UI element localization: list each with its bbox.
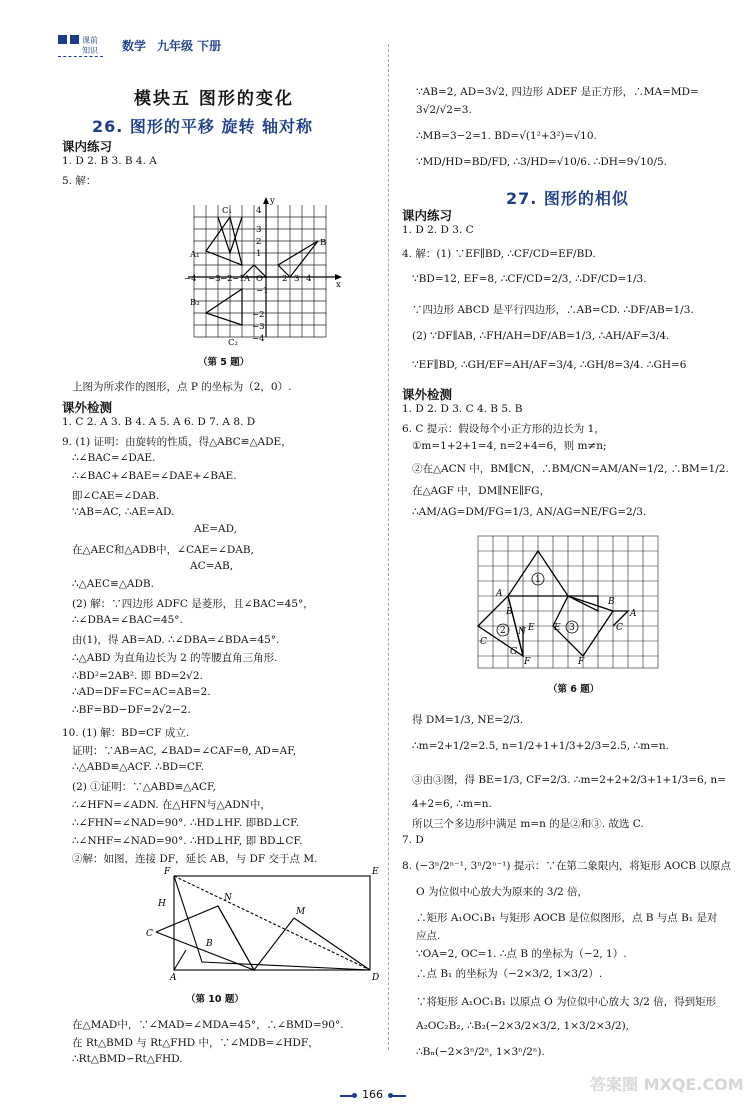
section-title-26: 26. 图形的平移 旋转 轴对称 [92,117,314,136]
q9-line: ∴BD²=2AB². 即 BD=2√2. [72,670,203,682]
q6-line: ∴m=2+1/2=2.5, n=1/2+1+1/3+2/3=2.5, ∴m=n. [412,740,670,752]
svg-text:D: D [372,973,380,981]
q9-line: ∴△AEC≌△ADB. [72,578,154,590]
q9-line: 在△AEC和△ADB中，∠CAE=∠DAB, [72,544,254,556]
header-rule [58,56,103,57]
svg-text:H: H [158,899,166,909]
top-line: ∵AB=2, AD=3√2, 四边形 ADEF 是正方形，∴MA=MD= [416,86,699,98]
q6-line: 4+2=6, ∴m=n. [412,798,492,810]
q8-line: ∵将矩形 A₁OC₁B₁ 以原点 O 为位似中心放大 3/2 倍，得到矩形 [416,996,717,1008]
q8-line: O 为位似中心放大为原来的 3/2 倍， [416,886,589,898]
q9-line: (2) 解：∵四边形 ADFC 是菱形，且∠BAC=45°， [72,598,314,610]
figure-6-grid [476,534,666,672]
q8-line: 应点. [416,930,441,942]
q9-line: AC=AB, [190,560,234,572]
svg-text:3: 3 [569,623,575,633]
q9-line: ∴∠DBA=∠BAC=45°. [72,614,183,626]
q10-line: 在△MAD中，∵∠MAD=∠MDA=45°，∴∠BMD=90°. [72,1019,344,1031]
svg-text:1: 1 [535,575,541,585]
q4-line: 4. 解：(1) ∵EF∥BD, ∴CF/CD=EF/BD. [402,248,596,260]
figure-5-caption: （第 5 题） [198,357,250,368]
svg-text:O: O [256,274,263,284]
outside-check-heading: 课外检测 [62,400,113,415]
q10-line: ∴∠NHF=∠NAD=90°. ∴HD⊥HF, 即 BD⊥CF. [72,835,303,847]
grade-label: 九年级 下册 [157,39,222,53]
svg-text:B₂: B₂ [190,298,200,308]
svg-text:−3: −3 [252,322,265,332]
q10-line: (2) ①证明：∵△ABD≌△ACF, [72,781,216,793]
q10-line: ∴∠FHN=∠NAD=90°. ∴HD⊥HF. 即BD⊥CF. [72,817,300,829]
page-footer [340,1090,420,1102]
svg-text:4: 4 [256,206,262,216]
svg-text:G: G [510,647,518,657]
q9-line: ∴△ABD 为直角边长为 2 的等腰直角三角形. [72,652,278,664]
answers-line: 1. C 2. A 3. B 4. A 5. A 6. D 7. A 8. D [62,416,256,428]
svg-text:−1: −1 [256,286,269,296]
svg-text:2: 2 [500,626,506,636]
svg-text:B: B [320,238,327,248]
module-title: 模块五 图形的变化 [134,89,294,109]
column-divider [388,44,389,1050]
answers-line: 1. D 2. B 3. B 4. A [62,155,157,167]
svg-text:C: C [480,637,487,647]
svg-text:4: 4 [306,274,312,284]
logo-text: 课前 [82,36,98,45]
svg-text:A: A [244,274,251,284]
question-label: 5. 解： [62,175,97,187]
svg-text:−1: −1 [232,274,245,284]
q6-line: ②在△ACN 中，BM∥CN，∴BM/CN=AM/AN=1/2, ∴BM=1/2. [412,463,729,475]
svg-text:E: E [372,867,379,877]
svg-text:3: 3 [294,274,300,284]
q10-line: ∴∠HFN=∠ADN. 在△HFN与△ADN中， [72,799,271,811]
q6-line: 在△AGF 中，DM∥NE∥FG， [412,485,551,497]
svg-text:C: C [616,623,623,633]
q6-line: 6. C 提示：假设每个小正方形的边长为 1， [402,423,605,435]
svg-text:−4: −4 [184,274,197,284]
figure-5-grid [148,195,348,345]
svg-text:A: A [170,973,177,981]
svg-text:A₁: A₁ [190,250,200,260]
q9-line: AE=AD, [194,523,238,535]
q9-line: 即∠CAE=∠DAB. [72,490,160,502]
svg-text:F: F [578,657,585,667]
figure-6-caption: （第 6 题） [548,684,600,695]
q6-line: ③由③图，得 BE=1/3, CF=2/3. ∴m=2+2+2/3+1+1/3=6, n= [412,774,726,786]
q10-line: 10. (1) 解：BD=CF 成立. [62,727,190,739]
q9-line: 9. (1) 证明：由旋转的性质，得△ABC≌△ADE， [62,436,292,448]
svg-text:E: E [528,623,535,633]
svg-text:M: M [296,907,306,917]
figure-5-description: 上图为所求作的图形，点 P 的坐标为（2，0）. [72,381,292,393]
q4-line: ∵EF∥BD, ∴GH/EF=AH/AF=3/4, ∴GH/8=3/4. ∴GH=6 [412,359,687,371]
logo-square-icon [70,35,79,44]
q6-line: 所以三个多边形中满足 m=n 的是②和③. 故选 C. [412,818,644,830]
q8-line: 8. (−3ⁿ/2ⁿ⁻¹, 3ⁿ/2ⁿ⁻¹) 提示：∵在第二象限内，将矩形 AOCB 以原点 [402,860,731,872]
svg-text:A: A [496,589,503,599]
svg-text:F: F [524,657,531,667]
q9-line: ∴BF=BD−DF=2√2−2. [72,704,191,716]
svg-text:−2: −2 [252,310,265,320]
logo-square-icon [58,35,67,44]
section-title-27: 27. 图形的相似 [506,189,629,208]
answers-line: 1. D 2. D 3. C [402,224,474,236]
svg-text:−2: −2 [220,274,233,284]
q9-line: ∵AB=AC, ∴AE=AD. [72,506,175,518]
outside-check-heading: 课外检测 [402,387,453,402]
page-number: 166 [362,1088,383,1101]
figure-10-diagram [146,866,386,981]
q9-line: 由(1)，得 AB=AD. ∴∠DBA=∠BDA=45°. [72,634,280,646]
svg-text:−4: −4 [252,334,265,344]
svg-text:−3: −3 [208,274,221,284]
svg-text:1: 1 [256,249,262,259]
q6-line: 得 DM=1/3, NE=2/3. [412,714,524,726]
top-line: ∴MB=3−2=1. BD=√(1²+3²)=√10. [416,130,597,142]
subject-label: 数学 [122,39,147,53]
q4-line: (2) ∵DF∥AB, ∴FH/AH=DF/AB=1/3, ∴AH/AF=3/4. [412,330,670,342]
svg-text:A: A [630,609,637,619]
figure-10-caption: （第 10 题） [186,994,244,1005]
svg-text:F: F [164,867,171,877]
q9-line: ∴AD=DF=FC=AC=AB=2. [72,686,211,698]
q9-line: ∴∠BAC+∠BAE=∠DAE+∠BAE. [72,470,237,482]
svg-text:C₂: C₂ [228,338,238,345]
watermark: 答案圈 MXQE.COM [590,1075,744,1094]
top-line: 3√2/√2=3. [416,104,472,116]
svg-text:E: E [554,623,561,633]
q10-line: ∴Rt△BMD∽Rt△FHD. [72,1053,183,1065]
q4-line: ∵BD=12, EF=8, ∴CF/CD=2/3, ∴DF/CD=1/3. [412,273,647,285]
svg-text:2: 2 [256,237,262,247]
svg-text:2: 2 [282,274,288,284]
q8-line: A₂OC₂B₂, ∴B₂(−2×3/2×3/2, 1×3/2×3/2), [416,1020,629,1032]
q8-line: ∴点 B₁ 的坐标为（−2×3/2, 1×3/2）. [416,968,603,980]
svg-text:C: C [146,929,153,939]
footer-line-icon [392,1095,406,1097]
svg-text:B: B [608,597,615,607]
svg-text:B: B [506,607,513,617]
top-line: ∵MD/HD=BD/FD, ∴3/HD=√10/6. ∴DH=9√10/5. [416,156,667,168]
q10-line: ②解：如图，连接 DF，延长 AB，与 DF 交于点 M. [72,853,318,865]
q7-line: 7. D [402,834,424,846]
svg-text:N: N [518,627,526,637]
q10-line: ∴△ABD≌△ACF. ∴BD=CF. [72,761,204,773]
q6-line: ①m=1+2+1=4, n=2+4=6，则 m≠n; [412,440,607,452]
q10-line: 在 Rt△BMD 与 Rt△FHD 中，∵∠MDB=∠HDF， [72,1037,319,1049]
class-practice-heading: 课内练习 [402,208,453,223]
answers-line: 1. D 2. D 3. C 4. B 5. B [402,403,523,415]
class-practice-heading: 课内练习 [62,139,113,154]
svg-text:x: x [336,280,341,290]
q9-line: ∴∠BAC=∠DAE. [72,452,156,464]
svg-text:N: N [224,893,232,903]
q4-line: ∵四边形 ABCD 是平行四边形，∴AB=CD. ∴DF/AB=1/3. [412,304,694,316]
q8-line: ∴Bₙ(−2×3ⁿ/2ⁿ, 1×3ⁿ/2ⁿ). [416,1046,545,1058]
svg-text:3: 3 [256,225,262,235]
q8-line: ∵OA=2, OC=1. ∴点 B 的坐标为（−2, 1）. [416,948,627,960]
footer-dot-icon [352,1093,357,1098]
svg-text:C₁: C₁ [222,206,232,216]
q6-line: ∴AM/AG=DM/FG=1/3, AN/AG=NE/FG=2/3. [412,506,647,518]
logo-text: 知识 [82,46,98,55]
q8-line: ∴矩形 A₁OC₁B₁ 与矩形 AOCB 是位似图形，点 B 与点 B₁ 是对 [416,912,718,924]
svg-text:y: y [270,196,275,206]
q10-line: 证明：∵AB=AC, ∠BAD=∠CAF=θ, AD=AF, [72,745,297,757]
svg-text:B: B [206,939,213,949]
